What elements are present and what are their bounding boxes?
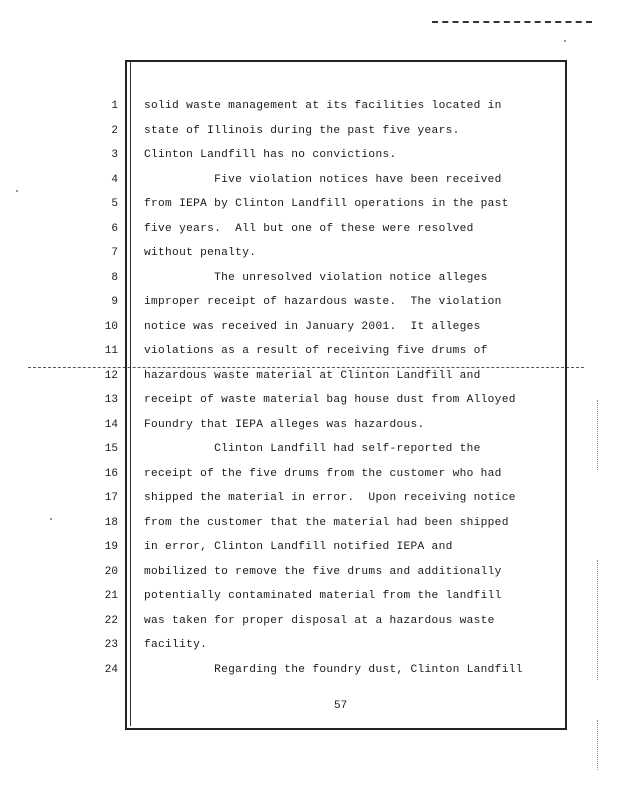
- line-number: 18: [104, 516, 118, 529]
- line-text: Clinton Landfill had self-reported the: [144, 443, 481, 455]
- line-text: mobilized to remove the five drums and additionally: [144, 565, 502, 578]
- line-text: from IEPA by Clinton Landfill operations in the past: [144, 198, 509, 210]
- line-number: 2: [111, 124, 118, 137]
- line-number: 8: [111, 271, 118, 284]
- line-number: 9: [111, 296, 118, 308]
- line-text: five years. All but one of these were resolved: [144, 222, 474, 235]
- scan-speck: [564, 40, 566, 42]
- line-number: 1: [111, 100, 118, 112]
- line-number: 13: [104, 394, 118, 406]
- line-text: hazardous waste material at Clinton Landfill and: [144, 369, 481, 382]
- line-number: 7: [111, 247, 118, 259]
- line-text: notice was received in January 2001. It alleges: [144, 320, 481, 333]
- line-number: 22: [104, 614, 118, 627]
- line-text: was taken for proper disposal at a hazardous waste: [144, 614, 495, 627]
- scan-artifact-dots: [597, 720, 599, 770]
- line-number: 16: [104, 467, 118, 480]
- line-number: 20: [104, 565, 118, 578]
- line-text: receipt of the five drums from the customer who had: [144, 467, 502, 480]
- line-number: 3: [111, 149, 118, 161]
- line-text: Foundry that IEPA alleges was hazardous.: [144, 418, 425, 431]
- line-text: Clinton Landfill has no convictions.: [144, 149, 397, 161]
- line-text: improper receipt of hazardous waste. The violation: [144, 296, 502, 308]
- line-text: shipped the material in error. Upon receiving notice: [144, 492, 516, 504]
- line-number: 5: [111, 198, 118, 210]
- line-number: 12: [104, 369, 118, 382]
- line-text: potentially contaminated material from the landfill: [144, 590, 502, 602]
- line-text: The unresolved violation notice alleges: [144, 271, 488, 284]
- line-number: 21: [104, 590, 118, 602]
- margin-rule: [130, 62, 131, 726]
- scan-speck: [16, 190, 18, 192]
- line-number: 6: [111, 222, 118, 235]
- line-number: 14: [104, 418, 118, 431]
- scan-artifact-dots: [597, 400, 599, 470]
- scan-speck: [50, 518, 52, 520]
- line-text: without penalty.: [144, 247, 257, 259]
- line-text: from the customer that the material had been shipped: [144, 516, 509, 529]
- line-number: 10: [104, 320, 118, 333]
- line-text: receipt of waste material bag house dust from Alloyed: [144, 394, 516, 406]
- line-number: 23: [104, 639, 118, 651]
- line-text: in error, Clinton Landfill notified IEPA and: [144, 541, 453, 553]
- line-text: solid waste management at its facilities located in: [144, 100, 502, 112]
- page-number: 57: [334, 700, 348, 712]
- line-number: 4: [111, 173, 118, 186]
- line-number: 19: [104, 541, 118, 553]
- line-number: 24: [104, 663, 118, 676]
- line-number: 11: [104, 345, 118, 357]
- scan-artifact-dots: [597, 560, 599, 680]
- line-text: Five violation notices have been received: [144, 173, 502, 186]
- top-scan-line: [432, 21, 592, 23]
- line-number: 15: [104, 443, 118, 455]
- line-text: violations as a result of receiving five drums of: [144, 345, 488, 357]
- line-number: 17: [104, 492, 118, 504]
- line-text: state of Illinois during the past five years.: [144, 124, 460, 137]
- line-text: facility.: [144, 639, 208, 651]
- line-text: Regarding the foundry dust, Clinton Landfill: [144, 663, 523, 676]
